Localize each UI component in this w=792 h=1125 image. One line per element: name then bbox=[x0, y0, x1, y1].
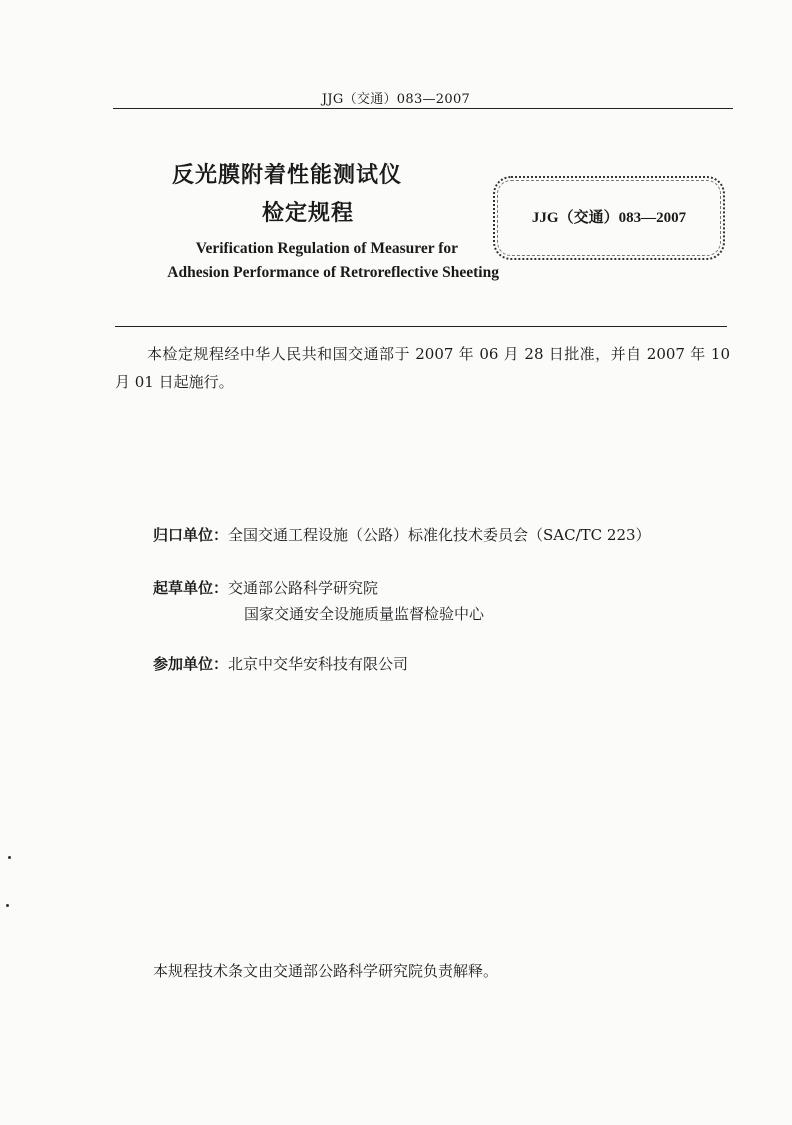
scan-speck bbox=[6, 904, 9, 907]
standard-code-box-text: JJG（交通）083—2007 bbox=[531, 210, 687, 226]
field-participating-unit bbox=[153, 651, 408, 677]
interpretation-note: 本规程技术条文由交通部公路科学研究院负责解释。 bbox=[153, 962, 499, 980]
field-value: 北京中交华安科技有限公司 bbox=[228, 655, 409, 673]
header-rule bbox=[113, 108, 733, 109]
field-responsible-unit bbox=[153, 522, 651, 548]
scan-speck bbox=[8, 856, 11, 859]
field-label: 参加单位： bbox=[153, 655, 229, 673]
field-label: 归口单位： bbox=[153, 526, 229, 544]
header-standard-code: JJG（交通）083—2007 bbox=[321, 92, 471, 107]
title-english-line1: Verification Regulation of Measurer for bbox=[195, 240, 458, 257]
standard-code-box bbox=[493, 176, 725, 260]
field-value: 国家交通安全设施质量监督检验中心 bbox=[244, 605, 485, 623]
field-drafting-units bbox=[153, 575, 484, 627]
approval-statement: 本检定规程经中华人民共和国交通部于 2007 年 06 月 28 日批准，并自 2007 年 10 月 01 日起施行。 bbox=[115, 345, 730, 391]
title-chinese-line2: 检定规程 bbox=[262, 201, 355, 226]
title-chinese-line1: 反光膜附着性能测试仪 bbox=[172, 163, 403, 188]
divider-rule bbox=[115, 326, 727, 327]
field-value: 交通部公路科学研究院 bbox=[228, 579, 379, 597]
title-english-line2: Adhesion Performance of Retroreflective Sheeting bbox=[167, 264, 499, 281]
field-value: 全国交通工程设施（公路）标准化技术委员会（SAC/TC 223） bbox=[228, 526, 651, 544]
field-label: 起草单位： bbox=[153, 579, 229, 597]
